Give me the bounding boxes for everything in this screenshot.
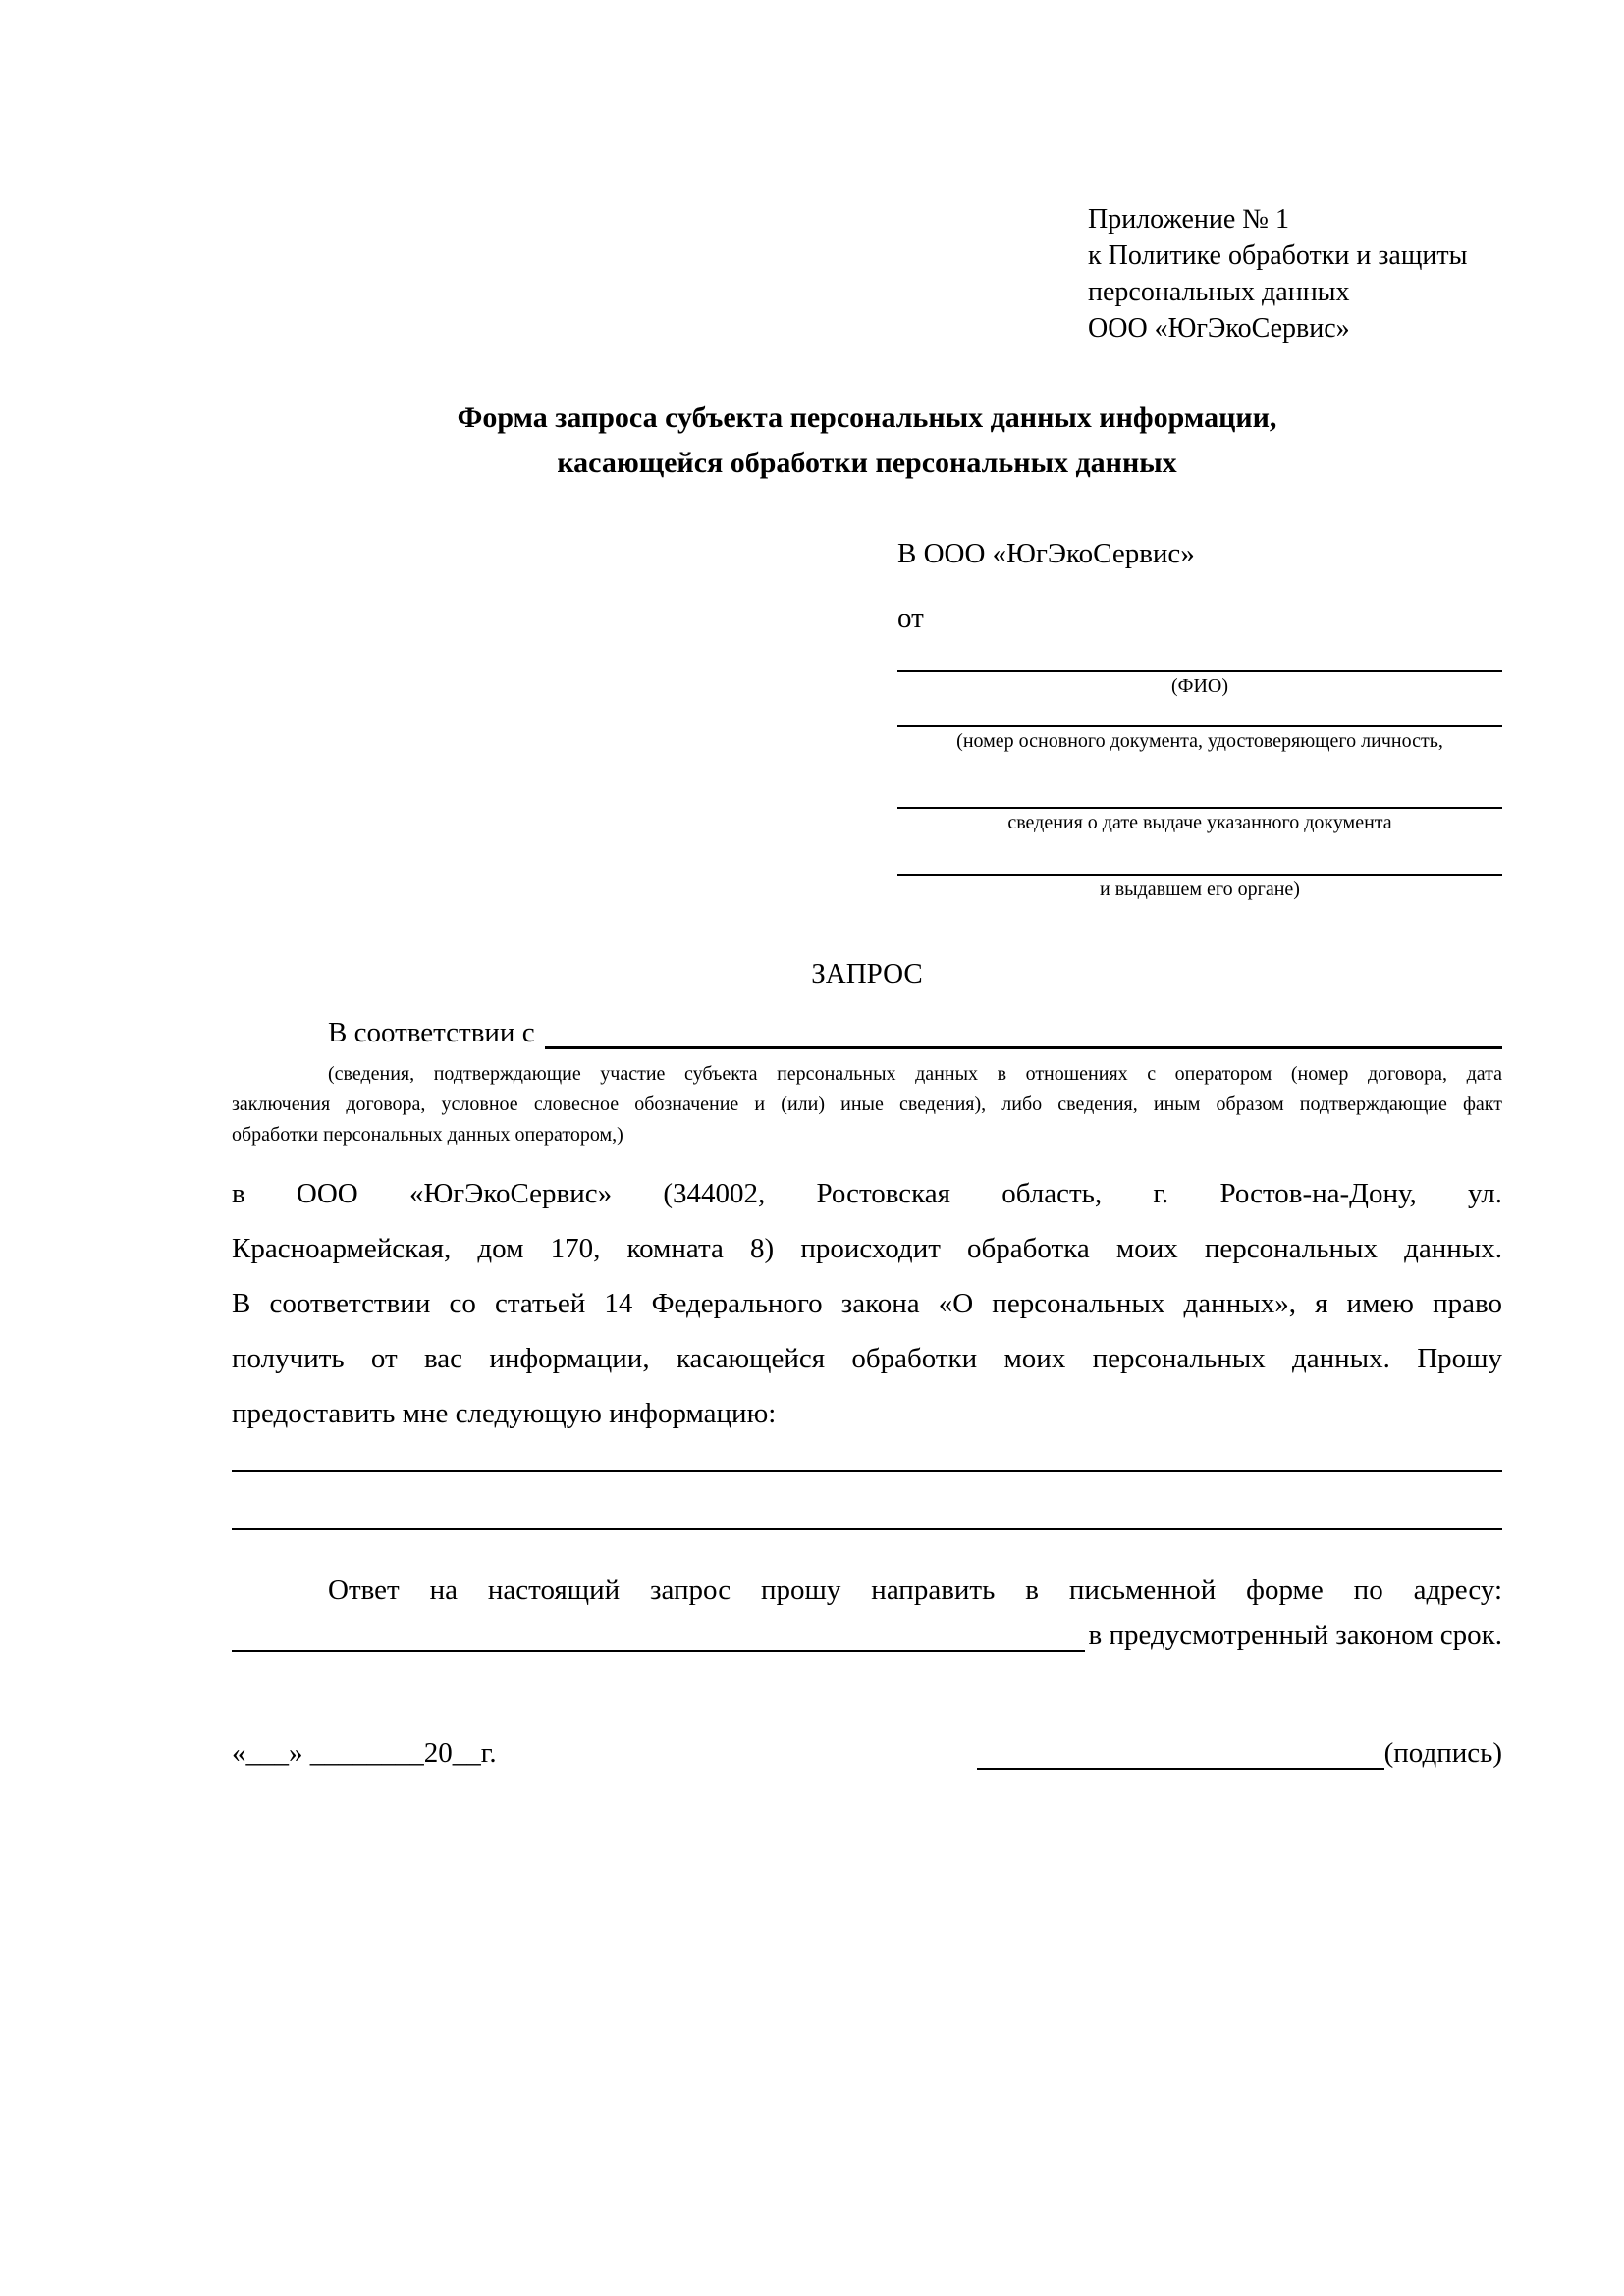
issuing-authority-blank-field[interactable] (897, 836, 1502, 876)
issue-date-caption: сведения о дате выдаче указанного документа (1007, 812, 1392, 833)
document-number-blank-field[interactable] (897, 700, 1502, 727)
response-tail-text: в предусмотренный законом срок. (1088, 1620, 1502, 1651)
body-line: получить от вас информации, касающейся обработки моих персональных данных. Прошу (232, 1343, 1502, 1374)
body-line: предоставить мне следующую информацию: (232, 1398, 777, 1429)
request-heading: ЗАПРОС (811, 958, 923, 989)
signature-row (232, 1736, 1502, 1770)
document-number-caption: (номер основного документа, удостоверяющего личность, (956, 730, 1443, 752)
appendix-line: к Политике обработки и защиты (1088, 240, 1468, 271)
accordance-row (232, 1016, 1502, 1049)
body-line: Красноармейская, дом 170, комната 8) происходит обработка моих персональных данных. (232, 1233, 1502, 1264)
address-row (232, 1619, 1502, 1652)
note-line: (сведения, подтверждающие участие субъекта персональных данных в отношениях с оператором (номер договора, дата (328, 1063, 1502, 1085)
accordance-blank-field[interactable] (545, 1017, 1502, 1049)
info-blank-field-1[interactable] (232, 1441, 1502, 1472)
body-line: В соответствии со статьей 14 Федерального закона «О персональных данных», я имею право (232, 1288, 1502, 1319)
document-title (232, 396, 1502, 486)
appendix-header-block (1088, 201, 1502, 347)
signature-group (977, 1736, 1502, 1770)
applicant-block (897, 537, 1502, 903)
body-line: в ООО «ЮгЭкоСервис» (344002, Ростовская область, г. Ростов-на-Дону, ул. (232, 1178, 1502, 1209)
note-line: обработки персональных данных оператором,) (232, 1124, 623, 1146)
from-label: от (897, 603, 924, 634)
info-blank-field-2[interactable] (232, 1472, 1502, 1530)
appendix-line: Приложение № 1 (1088, 204, 1289, 235)
response-line: Ответ на настоящий запрос прошу направить в письменной форме по адресу: (328, 1575, 1502, 1606)
date-blank-text[interactable]: «___» ________20__г. (232, 1737, 497, 1769)
signature-label: (подпись) (1383, 1737, 1502, 1769)
signature-blank-field[interactable] (977, 1738, 1384, 1770)
note-line: заключения договора, условное словесное обозначение и (или) иные сведения), либо сведения, иным образом подтверждающие факт (232, 1094, 1502, 1115)
issuing-authority-caption: и выдавшем его органе) (1100, 879, 1300, 900)
appendix-line: персональных данных (1088, 277, 1350, 307)
fio-blank-field[interactable] (897, 635, 1502, 672)
body-paragraph (232, 1166, 1502, 1441)
issue-date-blank-field[interactable] (897, 755, 1502, 809)
accordance-lead-text: В соответствии с (328, 1017, 535, 1048)
title-line: касающейся обработки персональных данных (557, 447, 1177, 479)
appendix-line: ООО «ЮгЭкоСервис» (1088, 313, 1350, 344)
accordance-note (232, 1059, 1502, 1150)
fio-caption: (ФИО) (1170, 675, 1228, 697)
title-line: Форма запроса субъекта персональных данных информации, (457, 401, 1277, 434)
addressee-line: В ООО «ЮгЭкоСервис» (897, 538, 1195, 569)
address-blank-field[interactable] (232, 1621, 1085, 1652)
